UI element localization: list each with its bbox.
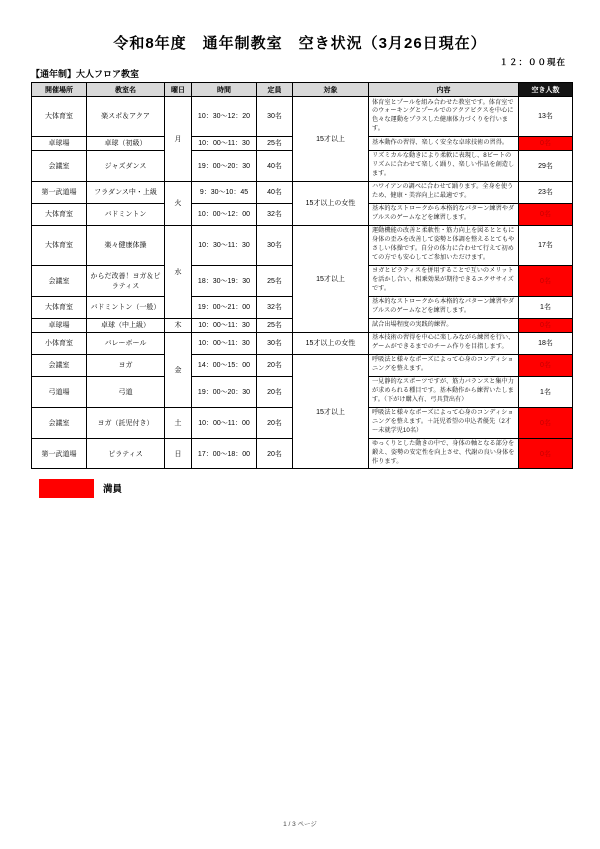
- description-cell: 基本技術の習得を中心に楽しみながら練習を行い、ゲームができるまでのチーム作りを目指します。: [369, 332, 519, 354]
- venue-cell: 小体育室: [32, 332, 87, 354]
- venue-cell: 弓道場: [32, 376, 87, 407]
- weekday-cell: 火: [165, 181, 192, 225]
- description-cell: ハワイアンの調べに合わせて踊ります。全身を使うため、健康・美容向上に最適です。: [369, 181, 519, 203]
- class-name-cell: フラダンス中・上級: [87, 181, 165, 203]
- description-cell: 基本的なストロークから本格的なパターン練習やダブルスのゲームなどを練習します。: [369, 203, 519, 225]
- description-cell: 一見静的なスポーツですが、筋力バランスと集中力が求められる種目です。基本動作から練習いたします。（下がけ購入有、弓具貸出有）: [369, 376, 519, 407]
- class-name-cell: 卓球（中上級）: [87, 318, 165, 332]
- available-spots-cell: 0名: [519, 318, 573, 332]
- time-cell: 14：00～15：00: [192, 354, 257, 376]
- time-cell: 10：00～11：00: [192, 407, 257, 438]
- target-audience-cell: 15才以上の女性: [293, 332, 369, 354]
- available-spots-cell: 1名: [519, 376, 573, 407]
- capacity-cell: 25名: [257, 265, 293, 296]
- capacity-cell: 20名: [257, 376, 293, 407]
- time-cell: 10：30～12：20: [192, 97, 257, 137]
- available-spots-cell: 0名: [519, 265, 573, 296]
- available-spots-cell: 13名: [519, 97, 573, 137]
- weekday-cell: 水: [165, 225, 192, 318]
- description-cell: 試合出場程度の実践的練習。: [369, 318, 519, 332]
- table-row: [32, 332, 573, 354]
- capacity-cell: 40名: [257, 150, 293, 181]
- column-header-3: 曜日: [165, 83, 192, 97]
- venue-cell: 大体育室: [32, 97, 87, 137]
- class-name-cell: ヨガ: [87, 354, 165, 376]
- table-row: [32, 354, 573, 376]
- page-title: 令和8年度 通年制教室 空き状況（3月26日現在）: [113, 35, 487, 52]
- capacity-cell: 30名: [257, 225, 293, 265]
- section-title: 【通年制】大人フロア教室: [31, 69, 140, 79]
- class-name-cell: 楽々健康体操: [87, 225, 165, 265]
- available-spots-cell: 0名: [519, 136, 573, 150]
- page-number: 1 / 3 ページ: [283, 821, 317, 828]
- column-header-5: 定員: [257, 83, 293, 97]
- time-cell: 10：00～12：00: [192, 203, 257, 225]
- venue-cell: 大体育室: [32, 225, 87, 265]
- description-cell: 基本動作の習得、楽しく安全な卓球技術の習得。: [369, 136, 519, 150]
- venue-cell: 卓球場: [32, 318, 87, 332]
- description-cell: ゆっくりとした動きの中で、身体の軸となる部分を鍛え、姿勢の安定性を向上させ、代謝の良い身体を作ります。: [369, 438, 519, 469]
- class-name-cell: 卓球（初級）: [87, 136, 165, 150]
- venue-cell: 会議室: [32, 150, 87, 181]
- available-spots-cell: 1名: [519, 296, 573, 318]
- class-name-cell: ヨガ（託児付き）: [87, 407, 165, 438]
- column-header-7: 内容: [369, 83, 519, 97]
- column-header-1: 開催場所: [32, 83, 87, 97]
- time-cell: 10：30～11：30: [192, 225, 257, 265]
- available-spots-cell: 29名: [519, 150, 573, 181]
- capacity-cell: 20名: [257, 407, 293, 438]
- weekday-cell: 日: [165, 438, 192, 469]
- legend-label: 満員: [103, 484, 123, 496]
- time-cell: 19：00～20：30: [192, 150, 257, 181]
- table-header-row: [32, 83, 573, 97]
- venue-cell: 会議室: [32, 265, 87, 296]
- venue-cell: 卓球場: [32, 136, 87, 150]
- time-cell: 10：00～11：30: [192, 332, 257, 354]
- class-name-cell: 弓道: [87, 376, 165, 407]
- table-row: [32, 97, 573, 137]
- venue-cell: 第一武道場: [32, 438, 87, 469]
- class-name-cell: からだ改善！ヨガ＆ピラティス: [87, 265, 165, 296]
- class-name-cell: バレーボール: [87, 332, 165, 354]
- time-cell: 10：00～11：30: [192, 318, 257, 332]
- description-cell: リズミカルな動きにより柔軟に表現し、8ビートのリズムに合わせて楽しく踊り、楽しい作品を創造します。: [369, 150, 519, 181]
- time-cell: 19：00～21：00: [192, 296, 257, 318]
- venue-cell: 会議室: [32, 407, 87, 438]
- venue-cell: 大体育室: [32, 203, 87, 225]
- venue-cell: 大体育室: [32, 296, 87, 318]
- capacity-cell: 40名: [257, 181, 293, 203]
- capacity-cell: 30名: [257, 332, 293, 354]
- available-spots-cell: 23名: [519, 181, 573, 203]
- available-spots-cell: 0名: [519, 354, 573, 376]
- weekday-cell: 木: [165, 318, 192, 332]
- available-spots-cell: 0名: [519, 407, 573, 438]
- target-audience-cell: 15才以上の女性: [293, 181, 369, 225]
- time-cell: 19：00～20：30: [192, 376, 257, 407]
- capacity-cell: 25名: [257, 318, 293, 332]
- content-area: [31, 67, 572, 498]
- time-cell: 10：00～11：30: [192, 136, 257, 150]
- class-name-cell: ピラティス: [87, 438, 165, 469]
- capacity-cell: 25名: [257, 136, 293, 150]
- weekday-cell: 金: [165, 332, 192, 407]
- class-name-cell: バドミントン: [87, 203, 165, 225]
- table-row: [32, 225, 573, 265]
- description-cell: 基本的なストロークから本格的なパターン練習やダブルスのゲームなどを練習します。: [369, 296, 519, 318]
- time-cell: 17：00～18：00: [192, 438, 257, 469]
- time-cell: 18：30～19：30: [192, 265, 257, 296]
- venue-cell: 第一武道場: [32, 181, 87, 203]
- full-status-swatch: [39, 479, 94, 498]
- column-header-2: 教室名: [87, 83, 165, 97]
- target-audience-cell: 15才以上: [293, 225, 369, 332]
- available-spots-cell: 17名: [519, 225, 573, 265]
- legend: [39, 478, 572, 498]
- column-header-8: 空き人数: [519, 83, 573, 97]
- capacity-cell: 20名: [257, 438, 293, 469]
- column-header-6: 対象: [293, 83, 369, 97]
- venue-cell: 会議室: [32, 354, 87, 376]
- target-audience-cell: 15才以上: [293, 354, 369, 469]
- description-cell: 呼吸法と様々なポーズによって心身のコンディショニングを整えます。＋託児希望の申込者優先（2才～未就学児10名）: [369, 407, 519, 438]
- available-spots-cell: 0名: [519, 203, 573, 225]
- table-row: [32, 181, 573, 203]
- capacity-cell: 30名: [257, 97, 293, 137]
- column-header-4: 時間: [192, 83, 257, 97]
- description-cell: 体育室とプールを組み合わせた教室です。体育室でのウォーキングとプールでのアクアビクスを中心に色々な運動をプラスした健康体力づくりを行います。: [369, 97, 519, 137]
- weekday-cell: 月: [165, 97, 192, 182]
- class-name-cell: バドミントン（一般）: [87, 296, 165, 318]
- class-name-cell: ジャズダンス: [87, 150, 165, 181]
- capacity-cell: 20名: [257, 354, 293, 376]
- class-name-cell: 楽スポ＆アクア: [87, 97, 165, 137]
- weekday-cell: 土: [165, 407, 192, 438]
- capacity-cell: 32名: [257, 203, 293, 225]
- available-spots-cell: 18名: [519, 332, 573, 354]
- description-cell: ヨガとピラティスを併用することで互いのメリットを活かし合い、相乗効果が期待できるエクササイズです。: [369, 265, 519, 296]
- schedule-table: [31, 82, 573, 469]
- current-time-label: １２：００現在: [499, 57, 566, 67]
- description-cell: 運動機能の改善と柔軟性・筋力向上を図るとともに身体の歪みを改善して姿勢と体調を整えるとてもやさしい体操です。自分の体力に合わせて行えて初めての方でも安心してご参加いただけます。: [369, 225, 519, 265]
- description-cell: 呼吸法と様々なポーズによって心身のコンディショニングを整えます。: [369, 354, 519, 376]
- available-spots-cell: 0名: [519, 438, 573, 469]
- time-cell: 9：30～10：45: [192, 181, 257, 203]
- target-audience-cell: 15才以上: [293, 97, 369, 182]
- capacity-cell: 32名: [257, 296, 293, 318]
